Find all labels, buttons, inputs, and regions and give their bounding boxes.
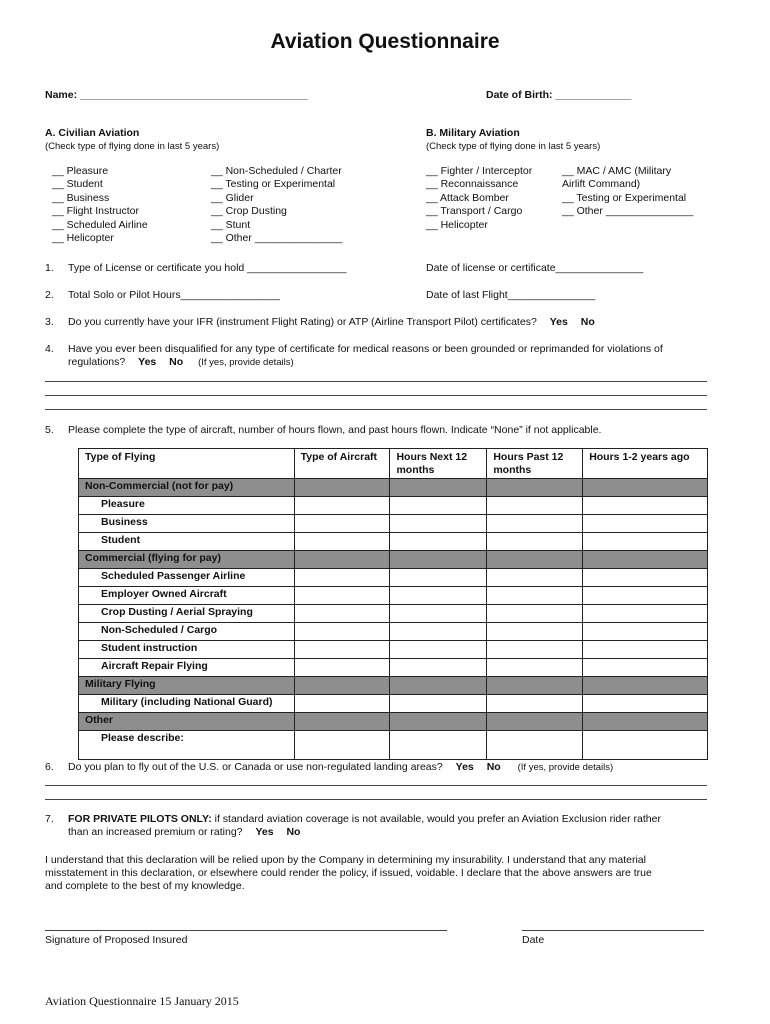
table-section-row (79, 677, 708, 695)
q6-number: 6. (45, 761, 54, 773)
q4-answer-line[interactable] (45, 381, 707, 382)
signature-line[interactable] (45, 930, 447, 931)
page-footer: Aviation Questionnaire 15 January 2015 (45, 994, 239, 1008)
row-label: Business (79, 515, 295, 533)
dob-field[interactable] (486, 89, 631, 102)
q4-text-line1: Have you ever been disqualified for any type of certificate for medical reasons or been grounded or reprimanded for violations of (68, 343, 663, 355)
row-label: Military (including National Guard) (79, 695, 295, 713)
input-cell[interactable] (294, 569, 390, 587)
table-cell (487, 551, 583, 569)
civilian-option[interactable]: __ Stunt (211, 218, 251, 231)
table-header-row (79, 449, 708, 479)
civilian-option[interactable]: __ Crop Dusting (211, 205, 287, 218)
row-label: Aircraft Repair Flying (79, 659, 295, 677)
section-other: Other (79, 713, 295, 731)
q7-text-line1: if standard aviation coverage is not available, would you prefer an Aviation Exclusion rider rather (211, 813, 661, 825)
input-cell[interactable] (583, 641, 708, 659)
input-cell[interactable] (390, 695, 487, 713)
row-label[interactable]: Please describe: (79, 731, 295, 760)
row-label: Employer Owned Aircraft (79, 587, 295, 605)
table-cell (294, 551, 390, 569)
section-noncommercial: Non-Commercial (not for pay) (79, 479, 295, 497)
table-row (79, 497, 708, 515)
input-cell[interactable] (294, 533, 390, 551)
military-option[interactable]: __ Fighter / Interceptor (426, 165, 533, 177)
civilian-options-col2 (211, 165, 342, 245)
q7-text-line2: than an increased premium or rating? (68, 826, 243, 838)
q7-question-line1 (68, 813, 661, 826)
q2-last-flight-field[interactable]: Date of last Flight_______________ (426, 289, 596, 301)
q6-yes-option[interactable]: Yes (455, 761, 474, 773)
declaration-line: I understand that this declaration will be relied upon by the Company in determining my insurability. I understand that any material (45, 854, 646, 866)
input-cell[interactable] (294, 515, 390, 533)
q4-question-line2 (68, 356, 294, 369)
table-row (79, 623, 708, 641)
dob-label: Date of Birth: (486, 89, 553, 101)
civilian-option[interactable]: __ Glider (211, 191, 254, 204)
header-hours-1-2-years: Hours 1-2 years ago (583, 449, 708, 479)
input-cell[interactable] (390, 587, 487, 605)
section-commercial: Commercial (flying for pay) (79, 551, 295, 569)
table-cell (294, 677, 390, 695)
input-cell[interactable] (390, 605, 487, 623)
q3-number: 3. (45, 316, 54, 328)
q4-yes-option[interactable]: Yes (138, 356, 157, 368)
table-row (79, 605, 708, 623)
input-cell[interactable] (583, 515, 708, 533)
q4-note: (If yes, provide details) (198, 357, 294, 368)
military-option[interactable]: __ Other _______________ (562, 205, 694, 218)
civilian-option[interactable]: __ Other _______________ (211, 231, 343, 244)
input-cell[interactable] (390, 497, 487, 515)
q6-note: (If yes, provide details) (517, 762, 614, 773)
q1-license-field[interactable]: Type of License or certificate you hold _________________ (68, 262, 347, 274)
table-cell (487, 479, 583, 497)
input-cell[interactable] (487, 587, 583, 605)
declaration-line: misstatement in this declaration, or elsewhere could render the policy, if issued, voidable. I declare that the above answers are true (45, 867, 652, 879)
q7-no-option[interactable]: No (286, 826, 301, 838)
military-options-col2 (562, 165, 693, 219)
input-cell[interactable] (583, 497, 708, 515)
q7-bold-label: FOR PRIVATE PILOTS ONLY: (68, 813, 212, 825)
q1-number: 1. (45, 262, 54, 274)
row-label: Pleasure (79, 497, 295, 515)
row-label: Scheduled Passenger Airline (79, 569, 295, 587)
input-cell[interactable] (294, 587, 390, 605)
input-cell[interactable] (390, 731, 487, 760)
q6-answer-line[interactable] (45, 799, 707, 800)
table-cell (390, 551, 487, 569)
q4-answer-line[interactable] (45, 395, 707, 396)
civilian-heading: A. Civilian Aviation (45, 127, 140, 139)
table-cell (390, 479, 487, 497)
input-cell[interactable] (294, 623, 390, 641)
table-row (79, 587, 708, 605)
table-cell (487, 677, 583, 695)
signature-label: Signature of Proposed Insured (45, 934, 188, 946)
date-line[interactable] (522, 930, 704, 931)
table-cell (390, 713, 487, 731)
input-cell[interactable] (390, 623, 487, 641)
military-option[interactable]: __ Helicopter (426, 218, 488, 231)
input-cell[interactable] (487, 623, 583, 641)
input-cell[interactable] (583, 569, 708, 587)
input-cell[interactable] (583, 731, 708, 760)
table-cell (583, 713, 708, 731)
input-cell[interactable] (390, 569, 487, 587)
name-field[interactable] (45, 89, 308, 102)
input-cell[interactable] (294, 497, 390, 515)
civilian-note: (Check type of flying done in last 5 years) (45, 141, 220, 152)
input-cell[interactable] (294, 605, 390, 623)
section-military: Military Flying (79, 677, 295, 695)
input-cell[interactable] (294, 731, 390, 760)
q7-question-line2 (68, 826, 300, 839)
input-cell[interactable] (294, 695, 390, 713)
header-type-of-flying: Type of Flying (79, 449, 295, 479)
table-cell (294, 479, 390, 497)
table-cell (583, 677, 708, 695)
dob-blank[interactable]: _____________ (555, 89, 632, 101)
declaration-line: and complete to the best of my knowledge. (45, 880, 245, 892)
input-cell[interactable] (583, 659, 708, 677)
military-option[interactable]: __ Attack Bomber (426, 191, 509, 204)
table-cell (583, 551, 708, 569)
table-section-row (79, 713, 708, 731)
table-section-row (79, 479, 708, 497)
input-cell[interactable] (487, 641, 583, 659)
civilian-option[interactable]: __ Student (52, 178, 103, 191)
input-cell[interactable] (487, 695, 583, 713)
military-option-continued: Airlift Command) (562, 178, 641, 191)
table-row (79, 731, 708, 760)
input-cell[interactable] (583, 623, 708, 641)
row-label: Student (79, 533, 295, 551)
table-cell (487, 713, 583, 731)
military-option[interactable]: __ Testing or Experimental (562, 191, 687, 204)
civilian-options-col1 (52, 165, 148, 245)
input-cell[interactable] (487, 605, 583, 623)
civilian-option[interactable]: __ Flight Instructor (52, 205, 139, 218)
table-cell (294, 713, 390, 731)
q7-number: 7. (45, 813, 54, 825)
input-cell[interactable] (583, 605, 708, 623)
input-cell[interactable] (294, 641, 390, 659)
input-cell[interactable] (390, 659, 487, 677)
q6-answer-line[interactable] (45, 785, 707, 786)
q1-license-date-field[interactable]: Date of license or certificate_______________ (426, 262, 644, 274)
table-row (79, 641, 708, 659)
military-note: (Check type of flying done in last 5 years) (426, 141, 601, 152)
name-label: Name: (45, 89, 78, 101)
q3-no-option[interactable]: No (580, 316, 595, 328)
input-cell[interactable] (487, 497, 583, 515)
q3-question (68, 316, 595, 329)
table-row (79, 569, 708, 587)
input-cell[interactable] (390, 641, 487, 659)
table-row (79, 659, 708, 677)
page-title: Aviation Questionnaire (270, 30, 500, 53)
q4-number: 4. (45, 343, 54, 355)
military-option[interactable]: __ Reconnaissance (426, 178, 519, 191)
input-cell[interactable] (487, 569, 583, 587)
q6-no-option[interactable]: No (486, 761, 501, 773)
q3-text: Do you currently have your IFR (instrument Flight Rating) or ATP (Airline Transport Pilot) certificates? (68, 316, 537, 328)
input-cell[interactable] (487, 659, 583, 677)
civilian-option[interactable]: __ Business (52, 191, 110, 204)
input-cell[interactable] (390, 515, 487, 533)
table-row (79, 695, 708, 713)
table-cell (583, 479, 708, 497)
civilian-option[interactable]: __ Non-Scheduled / Charter (211, 165, 342, 177)
header-type-of-aircraft: Type of Aircraft (294, 449, 390, 479)
military-heading: B. Military Aviation (426, 127, 520, 139)
row-label: Non-Scheduled / Cargo (79, 623, 295, 641)
header-hours-past: Hours Past 12 months (487, 449, 583, 479)
q5-text: Please complete the type of aircraft, number of hours flown, and past hours flown. Indicate “None” if not applicable. (68, 424, 602, 436)
q6-question (68, 761, 613, 774)
input-cell[interactable] (583, 533, 708, 551)
q2-hours-field[interactable]: Total Solo or Pilot Hours_________________ (68, 289, 280, 301)
name-blank[interactable]: _______________________________________ (80, 89, 308, 101)
military-options-col1 (426, 165, 532, 232)
q3-yes-option[interactable]: Yes (549, 316, 568, 328)
table-row (79, 515, 708, 533)
input-cell[interactable] (583, 587, 708, 605)
row-label: Crop Dusting / Aerial Spraying (79, 605, 295, 623)
military-option[interactable]: __ MAC / AMC (Military (562, 165, 672, 177)
military-option[interactable]: __ Transport / Cargo (426, 205, 523, 218)
q4-answer-line[interactable] (45, 409, 707, 410)
input-cell[interactable] (487, 731, 583, 760)
civilian-option[interactable]: __ Testing or Experimental (211, 178, 336, 191)
flying-hours-table (78, 448, 708, 760)
input-cell[interactable] (294, 659, 390, 677)
date-label: Date (522, 934, 545, 946)
q4-no-option[interactable]: No (169, 356, 184, 368)
q7-yes-option[interactable]: Yes (255, 826, 274, 838)
row-label: Student instruction (79, 641, 295, 659)
civilian-option[interactable]: __ Helicopter (52, 231, 114, 244)
header-hours-next: Hours Next 12 months (390, 449, 487, 479)
input-cell[interactable] (583, 695, 708, 713)
q2-number: 2. (45, 289, 54, 301)
q4-text-line2: regulations? (68, 356, 126, 368)
q6-text: Do you plan to fly out of the U.S. or Canada or use non-regulated landing areas? (68, 761, 443, 773)
q5-number: 5. (45, 424, 54, 436)
table-section-row (79, 551, 708, 569)
civilian-option[interactable]: __ Scheduled Airline (52, 218, 148, 231)
table-row (79, 533, 708, 551)
input-cell[interactable] (390, 533, 487, 551)
input-cell[interactable] (487, 515, 583, 533)
civilian-option[interactable]: __ Pleasure (52, 165, 109, 177)
input-cell[interactable] (487, 533, 583, 551)
table-cell (390, 677, 487, 695)
